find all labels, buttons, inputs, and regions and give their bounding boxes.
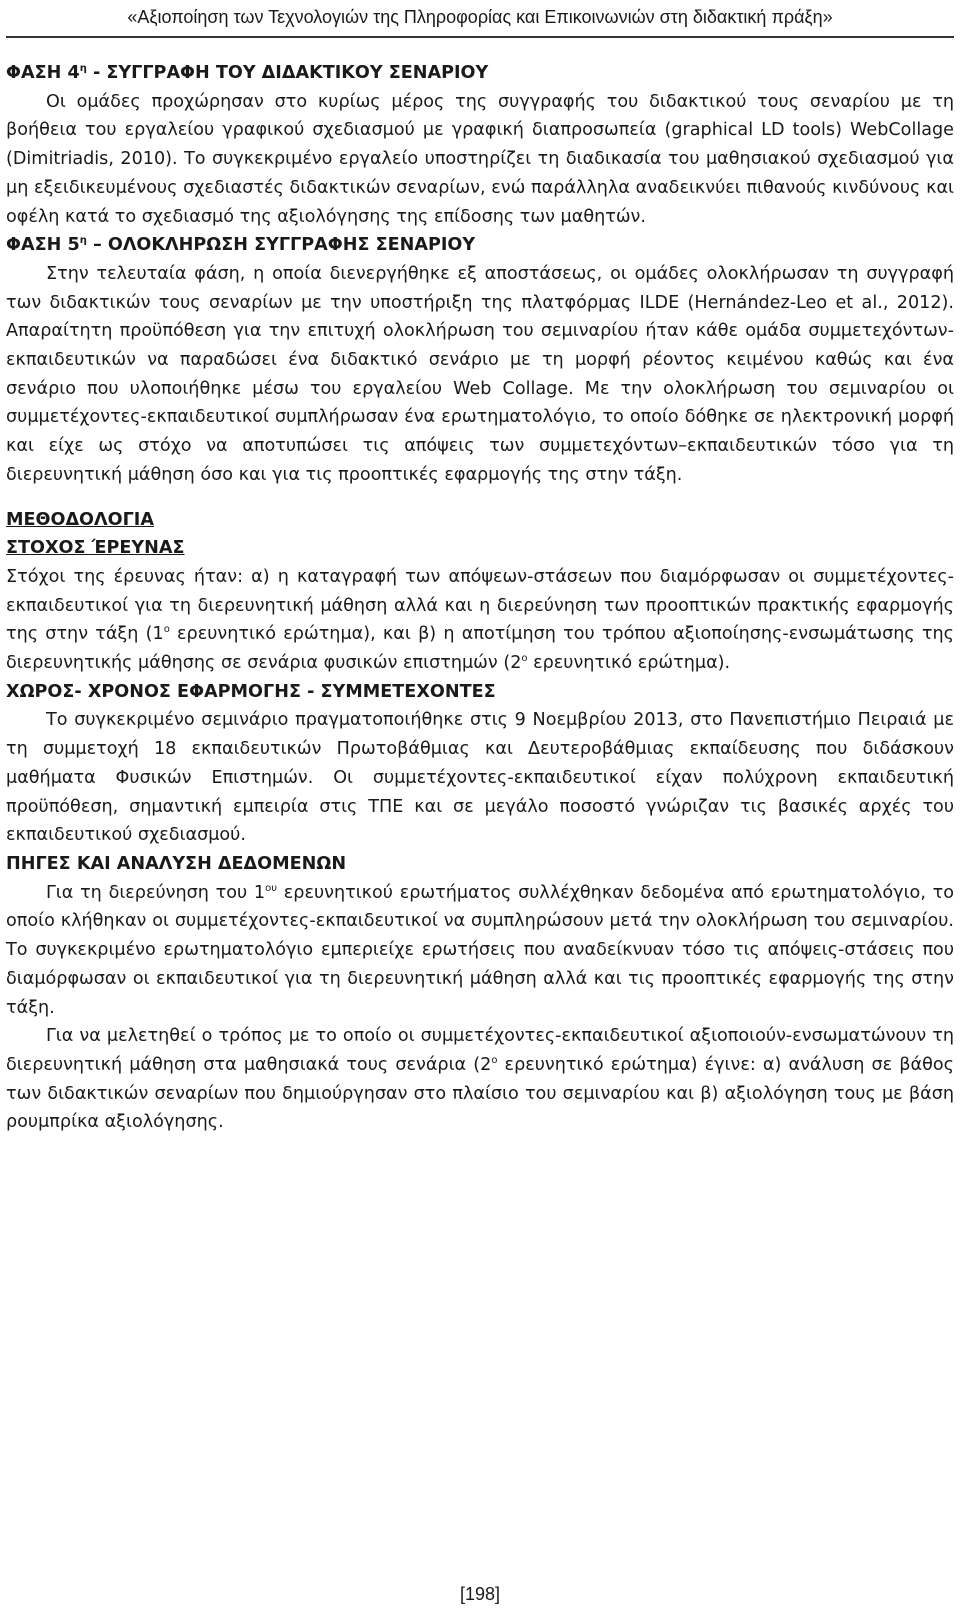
page-number: [198] <box>459 1584 501 1604</box>
phase5-heading <box>6 231 954 260</box>
running-header: «Αξιοποίηση των Τεχνολογιών της Πληροφορίας και Επικοινωνιών στη διδακτική πράξη» <box>127 7 833 27</box>
phase5-paragraph: Στην τελευταία φάση, η οποία διενεργήθηκε εξ αποστάσεως, οι ομάδες ολοκλήρωσαν τη συγγραφή των διδακτικών τους σεναρίων με την υποστήριξη της πλατφόρμας ILDE (Hernández-Leo et al., 2012). Απαραίτητη προϋπόθεση για την επιτυχή ολοκλήρωση του σεμιναρίου ήταν κάθε ομάδα συμμετεχόντων-εκπαιδευτικών να παραδώσει ένα διδακτικό σενάριο με τη μορφή ρέοντος κειμένου καθώς και ένα σενάριο που υλοποιήθηκε μέσω του εργαλείου Web Collage. Με την ολοκλήρωση του σεμιναρίου οι συμμετέχοντες-εκπαιδευτικοί συμπλήρωσαν ένα ερωτηματολόγιο, το οποίο δόθηκε σε ηλεκτρονική μορφή και είχε ως στόχο να αποτυπώσει τις απόψεις των συμμετεχόντων–εκπαιδευτικών τόσο για τη διερευνητική μάθηση όσο και για τις προοπτικές εφαρμογής της στην τάξη. <box>6 263 954 485</box>
section-gap <box>6 490 954 506</box>
research-goal-sup-b: ο <box>521 653 528 665</box>
setting-heading: ΧΩΡΟΣ- ΧΡΟΝΟΣ ΕΦΑΡΜΟΓΗΣ - ΣΥΜΜΕΤΕΧΟΝΤΕΣ <box>6 681 496 702</box>
data-sources-paragraph-2 <box>6 1022 954 1137</box>
methodology-heading: ΜΕΘΟΔΟΛΟΓΙΑ <box>6 509 154 530</box>
research-goal-sup-a: ο <box>163 624 170 636</box>
header-rule <box>6 36 954 38</box>
phase4-heading <box>6 59 954 88</box>
phase5-heading-text: ΦΑΣΗ 5 <box>6 235 80 256</box>
data-sources-p2-sup: ο <box>491 1055 498 1067</box>
research-goal-text-a: Στόχοι της έρευνας ήταν: α) η καταγραφή των απόψεων-στάσεων που διαμόρφωσαν οι συμμετέχοντες-εκπαιδευτικοί για τη διερευνητική μάθηση αλλά και η διερεύνηση των προοπτικών πρακτικής εφαρμογής της στην τάξη (1 <box>6 566 954 645</box>
phase4-heading-sup: η <box>79 63 87 75</box>
data-sources-p1-text-a: Για τη διερεύνηση του 1 <box>46 882 266 903</box>
data-sources-paragraph-1 <box>6 879 954 1023</box>
data-sources-p2-text-b: ερευνητικό ερώτημα) έγινε: α) ανάλυση σε βάθος των διδακτικών σεναρίων που δημιούργησαν στο πλαίσιο του σεμιναρίου και β) αξιολόγηση τους με βάση ρουμπρίκα αξιολόγησης. <box>6 1054 954 1133</box>
research-goal-heading: ΣΤΟΧΟΣ ΈΡΕΥΝΑΣ <box>6 538 185 559</box>
research-goal-paragraph <box>6 563 954 678</box>
phase4-paragraph: Οι ομάδες προχώρησαν στο κυρίως μέρος της συγγραφής του διδακτικού τους σεναρίου με τη βοήθεια του εργαλείου γραφικού σχεδιασμού με γραφική διαπροσωπεία (graphical LD tools) WebCollage (Dimitriadis, 2010). Το συγκεκριμένο εργαλείο υποστηρίζει τη διαδικασία του μαθησιακού σχεδιασμού για μη εξειδικευμένους σχεδιαστές διδακτικών σεναρίων, ενώ παράλληλα αναδεικνύει πιθανούς κινδύνους και οφέλη κατά το σχεδιασμό της αξιολόγησης της επίδοσης των μαθητών. <box>6 91 954 227</box>
document-body <box>6 59 954 1137</box>
phase4-heading-text: ΦΑΣΗ 4 <box>6 63 80 83</box>
data-sources-p2-text-a: Για να μελετηθεί ο τρόπος με το οποίο οι συμμετέχοντες-εκπαιδευτικοί αξιοποιούν-ενσωματώνουν τη διερευνητική μάθηση στα μαθησιακά τους σενάρια (2 <box>6 1026 954 1075</box>
phase4-heading-rest: - ΣΥΓΓΡΑΦΗ ΤΟΥ ΔΙΔΑΚΤΙΚΟΥ ΣΕΝΑΡΙΟΥ <box>86 63 489 83</box>
setting-paragraph: Το συγκεκριμένο σεμινάριο πραγματοποιήθηκε στις 9 Νοεμβρίου 2013, στο Πανεπιστήμιο Πειραιά με τη συμμετοχή 18 εκπαιδευτικών Πρωτοβάθμιας και Δευτεροβάθμιας εκπαίδευσης που διδάσκουν μαθήματα Φυσικών Επιστημών. Οι συμμετέχοντες-εκπαιδευτικοί είχαν πολύχρονη εκπαιδευτική προϋπόθεση, σημαντική εμπειρία στις ΤΠΕ και σε μεγάλο ποσοστό γνώριζαν τις βασικές αρχές του εκπαιδευτικού σχεδιασμού. <box>6 710 954 846</box>
phase5-heading-sup: η <box>79 235 87 247</box>
data-sources-heading: ΠΗΓΕΣ ΚΑΙ ΑΝΑΛΥΣΗ ΔΕΔΟΜΕΝΩΝ <box>6 853 347 874</box>
phase5-heading-rest: – ΟΛΟΚΛΗΡΩΣΗ ΣΥΓΓΡΑΦΗΣ ΣΕΝΑΡΙΟΥ <box>86 235 476 256</box>
data-sources-p1-sup: ου <box>265 882 278 894</box>
research-goal-text-c: ερευνητικό ερώτημα). <box>527 653 731 674</box>
research-goal-text-b: ερευνητικό ερώτημα), και β) η αποτίμηση του τρόπου αξιοποίησης-ενσωμάτωσης της διερευνητικής μάθησης σε σενάρια φυσικών επιστημών (2 <box>6 624 955 674</box>
data-sources-p1-text-b: ερευνητικού ερωτήματος συλλέχθηκαν δεδομένα από ερωτηματολόγιο, το οποίο κλήθηκαν οι συμμετέχοντες-εκπαιδευτικοί να συμπληρώσουν μετά την ολοκλήρωση του σεμιναρίου. Το συγκεκριμένο ερωτηματολόγιο εμπεριείχε ερωτήσεις που αναδείκνυαν τόσο τις απόψεις-στάσεις που διαμόρφωσαν οι εκπαιδευτικοί για τη διερευνητική μάθηση αλλά και τις προοπτικές εφαρμογής της στην τάξη. <box>6 882 954 1018</box>
